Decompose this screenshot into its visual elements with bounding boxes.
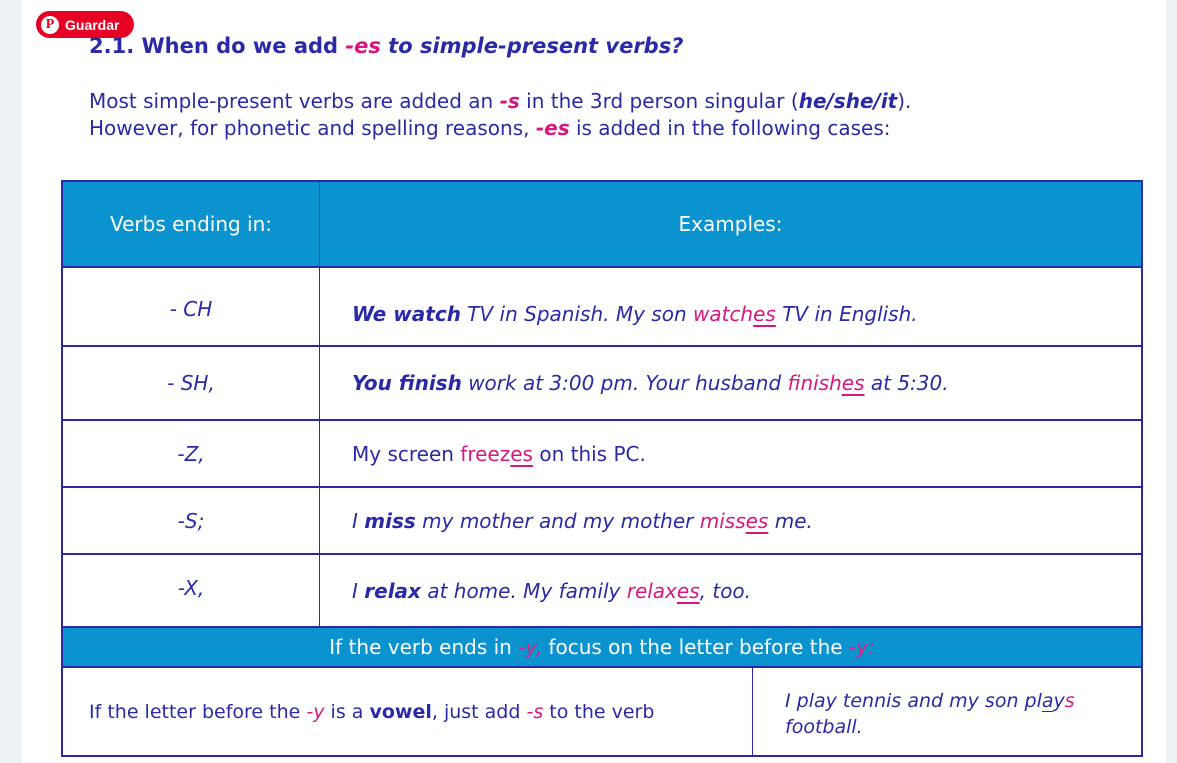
example-cell	[320, 421, 1141, 486]
example-text: I play tennis and my son pl	[785, 690, 1042, 712]
intro-line-2	[89, 115, 911, 142]
pinterest-save-label: Guardar	[65, 16, 120, 33]
intro-text: ).	[897, 89, 912, 113]
example-verb-bold: miss	[364, 508, 416, 533]
example-text: y	[1053, 690, 1065, 712]
example-vowel: a	[1041, 690, 1054, 712]
example-text: on this PC.	[539, 441, 646, 466]
example-verb: miss	[699, 508, 746, 533]
example-text: me.	[774, 508, 813, 533]
example-verb: freez	[460, 441, 511, 466]
example-cell	[320, 555, 1141, 626]
rule-text: is a	[330, 700, 364, 723]
example-cell	[320, 347, 1141, 419]
intro-suffix-s: -s	[499, 89, 520, 113]
rule-text: If the letter before the	[89, 700, 301, 723]
intro-suffix-es: -es	[535, 116, 570, 140]
example-text: My screen	[352, 441, 454, 466]
rule-cell	[63, 668, 753, 755]
intro-text: Most simple-present verbs are added an	[89, 89, 494, 113]
example-ending: es	[841, 371, 865, 395]
ending-cell: -S;	[63, 488, 320, 553]
header-col-examples: Examples:	[678, 212, 783, 236]
example-verb: watch	[692, 301, 754, 326]
header-col-ending: Verbs ending in:	[63, 182, 320, 266]
table-row	[61, 555, 1143, 628]
example-ending: es	[676, 578, 700, 603]
intro-text: However, for phonetic and spelling reasons,	[89, 116, 530, 140]
example-cell	[320, 488, 1141, 553]
heading-suffix: -es	[345, 34, 381, 58]
example-text: at home. My family	[427, 578, 621, 603]
banner-text: focus on the letter before the	[548, 635, 843, 659]
example-text: I	[352, 578, 358, 603]
example-ending: s	[1064, 690, 1075, 712]
example-line-1	[785, 688, 1141, 714]
example-verb: relax	[626, 578, 677, 603]
intro-text: is added in the following cases:	[575, 116, 891, 140]
heading-number: 2.1.	[89, 34, 135, 58]
ending-cell: - CH	[63, 268, 320, 345]
ending-cell: -X,	[63, 555, 320, 626]
example-verb-bold: relax	[364, 578, 421, 603]
intro-text: in the 3rd person singular (	[526, 89, 799, 113]
example-subject: You finish	[352, 371, 462, 395]
example-text: work at 3:00 pm. Your husband	[468, 371, 782, 395]
table-row	[61, 488, 1143, 555]
y-rule-banner	[61, 628, 1143, 668]
rule-text: , just add	[431, 700, 521, 723]
example-ending: es	[510, 441, 533, 466]
rule-s: -s	[526, 700, 544, 723]
example-text: I	[352, 508, 358, 533]
example-ending: es	[745, 508, 769, 533]
banner-text: If the verb ends in	[329, 635, 512, 659]
intro-pronouns: he/she/it	[798, 89, 898, 113]
example-text: , too.	[699, 578, 752, 603]
table-header-row	[61, 180, 1143, 268]
pinterest-icon: P	[41, 16, 59, 34]
section-heading	[89, 34, 683, 58]
example-text: TV in English.	[782, 301, 918, 326]
intro-paragraph	[89, 88, 911, 142]
heading-prefix: When do we add	[141, 34, 339, 58]
rule-vowel: vowel	[369, 700, 432, 723]
example-subject: We watch	[352, 301, 461, 326]
intro-line-1	[89, 88, 911, 115]
table-row	[61, 668, 1143, 757]
example-text: at 5:30.	[870, 371, 949, 395]
banner-y: -y,	[518, 635, 543, 659]
example-line-2: football.	[785, 716, 863, 738]
rule-y: -y	[306, 700, 325, 723]
table-row	[61, 347, 1143, 421]
example-text: my mother and my mother	[422, 508, 694, 533]
example-cell	[320, 268, 1141, 345]
rule-text: to the verb	[549, 700, 655, 723]
ending-cell: - SH,	[63, 347, 320, 419]
heading-rest: to simple-present verbs?	[388, 34, 684, 58]
example-text: TV in Spanish. My son	[467, 301, 687, 326]
example-ending: es	[753, 301, 776, 326]
example-cell	[753, 668, 1141, 755]
ending-cell: -Z,	[63, 421, 320, 486]
table-row	[61, 268, 1143, 347]
banner-y: -y:	[848, 635, 875, 659]
example-verb: finish	[787, 371, 842, 395]
table-row	[61, 421, 1143, 488]
